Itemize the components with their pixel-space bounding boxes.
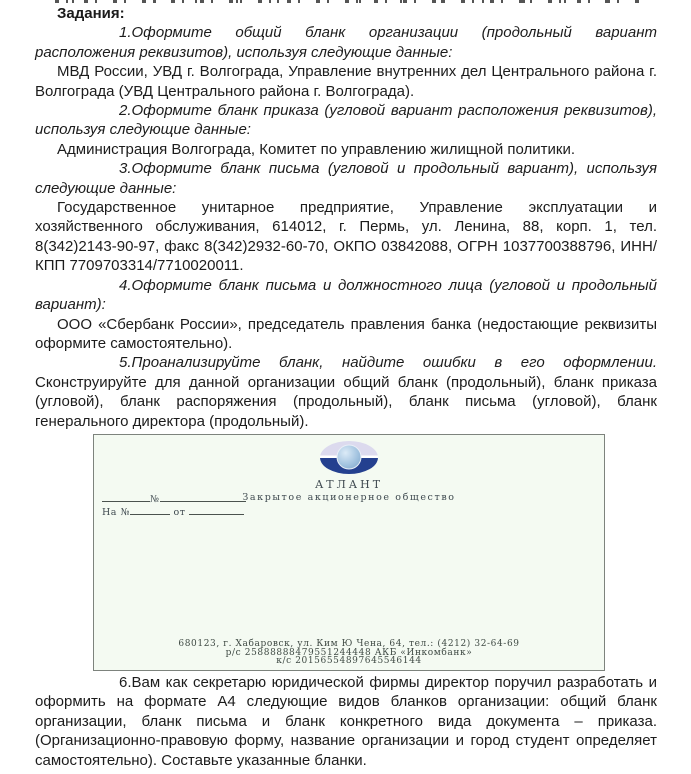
letterhead-ref-na-ot-line: [102, 506, 246, 518]
task-item-6: [35, 673, 657, 770]
na-number-label: На №: [102, 506, 130, 518]
letterhead-address-block: [94, 640, 604, 666]
letterhead-org-type: Закрытое акционерное общество: [242, 491, 456, 503]
letterhead-reference-lines: [102, 493, 246, 518]
task-instruction-continuation: Сконструируйте для данной организации общий бланк (продольный), бланк приказа (угловой), бланк распоряжения (продольный), бланк письма (угловой), бланк генерального директора (продольный).: [35, 373, 657, 430]
task-instruction: Оформите бланк приказа (угловой вариант расположения реквизитов), используя следующие данные:: [35, 102, 657, 139]
task-number: 5.: [119, 354, 132, 372]
globe-icon: [337, 445, 362, 470]
task-data-2: Администрация Волгограда, Комитет по управлению жилищной политики.: [57, 140, 576, 158]
task-number: 3.: [119, 160, 132, 178]
letterhead-org-name: АТЛАНТ: [314, 477, 384, 491]
task-number: 1.: [119, 24, 132, 42]
task-number: 4.: [119, 276, 132, 294]
task-item-2: [35, 101, 657, 140]
letterhead-account-line: р/с 25888888479551244448 АКБ «Инкомбанк»: [225, 647, 473, 658]
task-text: Вам как секретарю юридической фирмы директор поручил разработать и оформить на формате А4 следующие видов бланков организации: общий бланк организации, бланк письма и бланк конкретного вида документа – приказа. (Организационно-правовую форму, название организации и город студент определяет самостоятельно). Составьте указанные бланки.: [35, 673, 657, 769]
letterhead-corr-account-line: к/с 20156554897645546144: [276, 656, 422, 667]
letterhead-sample-image: [93, 434, 605, 671]
task-instruction: Проанализируйте бланк, найдите ошибки в его оформлении.: [131, 354, 657, 372]
letterhead-address-line: 680123, г. Хабаровск, ул. Ким Ю Чена, 64, тел.: (4212) 32-64-69: [178, 639, 520, 650]
task-item-5: [35, 353, 657, 431]
task-item-1: [35, 23, 657, 62]
letterhead-ref-number-line: [102, 493, 246, 505]
task-item-4: [35, 276, 657, 315]
task-data-4: ООО «Сбербанк России», председатель правления банка (недостающие реквизиты оформите самостоятельно).: [35, 315, 657, 352]
task-instruction: Оформите бланк письма и должностного лица (угловой и продольный вариант):: [35, 276, 657, 314]
ot-label: от: [173, 506, 186, 518]
task-data-3: Государственное унитарное предприятие, Управление эксплуатации и хозяйственного обслуживания, 614012, г. Пермь, ул. Ленина, 88, корп. 1, тел. 8(342)2143-90-97, факс 8(342)2932-60-70, ОКПО 03842088, ОГРН 1037700388796, ИНН/КПП 7709703314/7710020011.: [35, 199, 657, 275]
task-instruction: Оформите бланк письма (угловой и продольный вариант), используя следующие данные:: [35, 160, 657, 197]
task-data-1: МВД России, УВД г. Волгограда, Управление внутренних дел Центрального района г. Волгограда (УВД Центрального района г. Волгограда).: [35, 63, 657, 100]
atlant-globe-emblem-icon: [320, 441, 378, 474]
task-instruction: Оформите общий бланк организации (продольный вариант расположения реквизитов), используя следующие данные:: [35, 24, 657, 61]
number-sign-label: №: [150, 493, 160, 505]
tasks-heading: Задания:: [57, 5, 125, 22]
task-number: 6.: [119, 673, 132, 691]
task-number: 2.: [119, 102, 132, 120]
task-item-3: [35, 159, 657, 198]
